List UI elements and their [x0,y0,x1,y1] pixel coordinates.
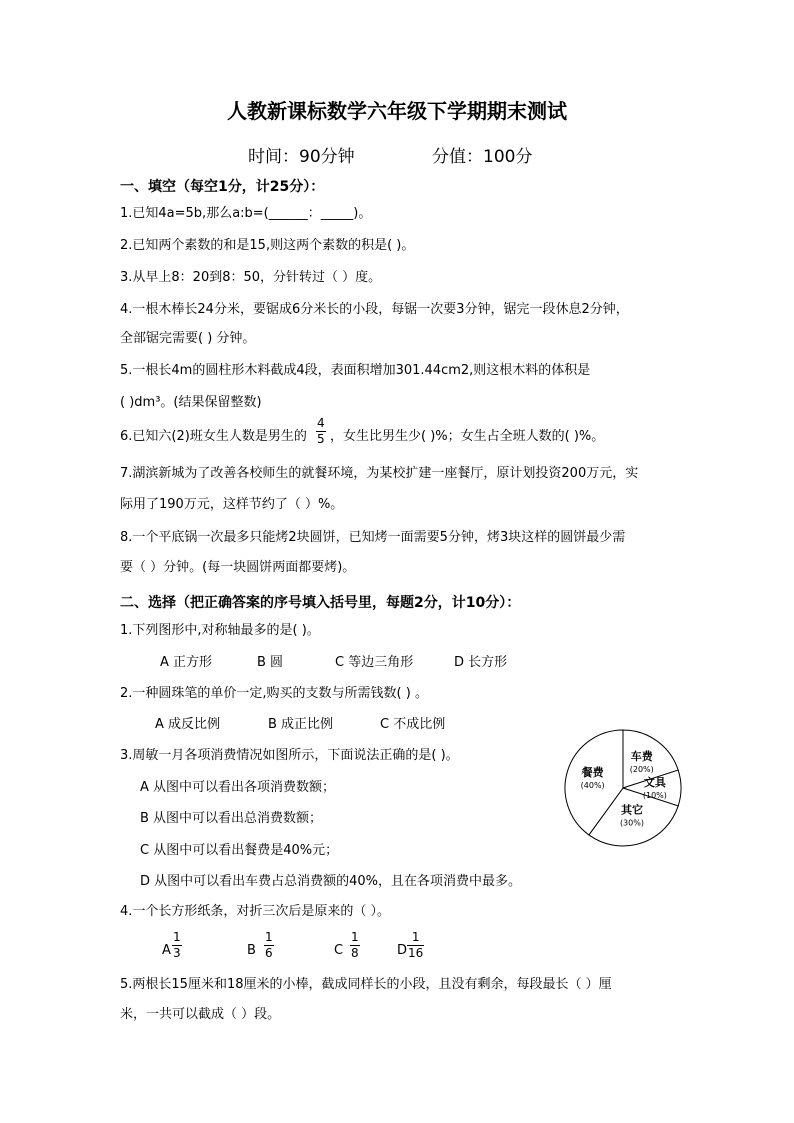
pie-slice-percent-3: (30%) [619,818,644,828]
s1-question-6-suffix: ，女生比男生少( )%；女生占全班人数的( )%。 [330,429,605,444]
s2-q4-option-d-fraction [407,931,424,960]
exam-time: 时间：90分钟 [248,147,355,167]
s2-question-4: 4.一个长方形纸条，对折三次后是原来的（ ）。 [120,904,391,919]
consumption-pie-chart [563,728,683,848]
s2-q2-option-a: A 成反比例 [155,717,221,732]
pie-slice-label-3: 其它 [620,803,643,817]
s1-question-3: 3.从早上8：20到8：50，分针转过（ ）度。 [120,270,382,285]
s1-question-1: 1.已知4a=5b,那么a:b=(______：_____)。 [120,206,372,221]
fraction-denominator: 8 [351,946,359,960]
pie-slice-percent-2: (10%) [642,791,667,800]
fraction-numerator: 4 [317,416,325,430]
s2-q3-option-b: B 从图中可以看出总消费数额； [140,811,323,826]
s2-q4-option-a-letter: A [162,943,171,958]
s1-question-6-prefix: 6.已知六(2)班女生人数是男生的 [120,429,307,444]
s2-q4-option-b-fraction [264,931,274,960]
fraction-denominator: 16 [408,946,424,960]
s2-q4-option-d-letter: D [397,943,408,958]
pie-slice-label-4: 餐费 [581,766,604,780]
fraction-numerator: 1 [351,930,359,944]
s2-q3-option-d: D 从图中可以看出车费占总消费额的40%，且在各项消费中最多。 [140,874,522,889]
pie-slice-percent-4: (40%) [580,781,605,791]
pie-slice-label-1: 车费 [630,750,653,764]
s2-question-3: 3.周敏一月各项消费情况如图所示，下面说法正确的是( )。 [120,748,459,763]
s2-q1-option-b: B 圆 [257,655,284,670]
s1-question-8-line1: 8.一个平底锅一次最多只能烤2块圆饼，已知烤一面需要5分钟，烤3块这样的圆饼最少需 [120,530,626,545]
s2-q4-option-b-letter: B [247,943,256,958]
fraction-denominator: 6 [265,946,273,960]
s2-q4-option-c-letter: C [334,943,344,958]
section1-title: 一、填空（每空1分，计25分）： [120,179,325,195]
s2-question-5-line2: 米，一共可以截成（ ）段。 [120,1007,281,1022]
s1-question-5-line1: 5.一根长4m的圆柱形木料截成4段，表面积增加301.44cm2,则这根木料的体积是 [120,363,591,378]
s2-q1-option-a: A 正方形 [160,655,213,670]
s2-q1-option-d: D 长方形 [454,655,508,670]
s2-q4-option-a-fraction [172,931,182,960]
s1-question-4-line2: 全部锯完需要( ) 分钟。 [120,331,256,346]
s2-question-1: 1.下列图形中,对称轴最多的是( )。 [120,623,320,638]
fraction-numerator: 1 [411,930,420,944]
pie-slice-label-2: 文具 [643,776,666,789]
fraction-numerator: 1 [173,930,181,944]
s1-question-4-line1: 4.一根木棒长24分米，要锯成6分米长的小段，每锯一次要3分钟，锯完一段休息2分钟， [120,302,629,317]
pie-slice-percent-1: (20%) [629,765,654,775]
exam-score: 分值：100分 [432,147,533,167]
fraction-denominator: 5 [317,432,325,446]
s2-q3-option-a: A 从图中可以看出各项消费数额； [140,780,336,795]
s1-question-8-line2: 要（ ）分钟。(每一块圆饼两面都要烤)。 [120,560,356,575]
s1-question-6-fraction [316,417,326,446]
s2-q2-option-c: C 不成比例 [380,717,446,732]
fraction-numerator: 1 [265,930,273,944]
s2-q2-option-b: B 成正比例 [268,717,334,732]
s2-question-5-line1: 5.两根长15厘米和18厘米的小棒，截成同样长的小段，且没有剩余，每段最长（ ）厘 [120,977,612,992]
s1-question-7-line1: 7.湖滨新城为了改善各校师生的就餐环境，为某校扩建一座餐厅，原计划投资200万元，实 [120,466,639,481]
section2-title: 二、选择（把正确答案的序号填入括号里，每题2分，计10分）： [120,595,521,611]
s1-question-2: 2.已知两个素数的和是15,则这两个素数的积是( )。 [120,238,415,253]
s2-question-2: 2.一种圆珠笔的单价一定,购买的支数与所需钱数( ) 。 [120,686,428,701]
fraction-denominator: 3 [173,946,181,960]
s2-q3-option-c: C 从图中可以看出餐费是40%元； [140,843,339,858]
s2-q4-option-c-fraction [350,931,360,960]
s1-question-7-line2: 际用了190万元，这样节约了（ ）%。 [120,497,344,512]
s2-q1-option-c: C 等边三角形 [335,655,414,670]
s1-question-5-line2: ( )dm³。(结果保留整数) [120,395,262,410]
page-title: 人教新课标数学六年级下学期期末测试 [227,99,567,123]
